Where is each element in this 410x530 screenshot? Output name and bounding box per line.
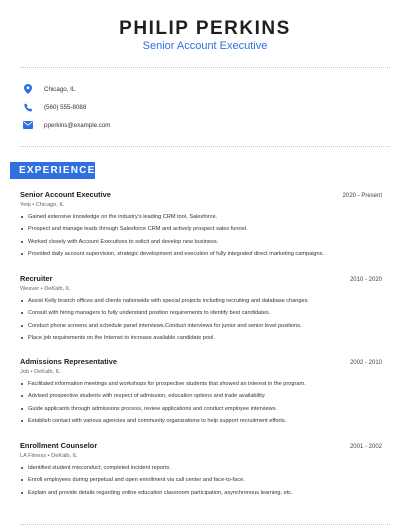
- phone-icon: [22, 101, 34, 113]
- job-dates: 2010 - 2020: [349, 277, 382, 283]
- divider: [20, 524, 390, 525]
- mail-icon: [22, 119, 34, 131]
- section-title-experience: EXPERIENCE: [10, 162, 95, 179]
- contact-text: Chicago, IL: [44, 85, 76, 93]
- job-entry: [20, 441, 382, 501]
- job-bullet: Prospect and manage leads through Salesforce CRM and actively prospect sales funnel.: [20, 225, 382, 237]
- job-company: LA Fitness • DeKalb, IL: [20, 453, 78, 459]
- job-bullet: Worked closely with Account Executives to solicit and develop new business.: [20, 238, 382, 250]
- divider: [20, 146, 390, 147]
- job-bullet: Conduct phone screens and schedule panel interviews.Conduct interviews for junior and senior level positions.: [20, 322, 382, 334]
- job-bullet: Advised prospective students with respect of admission, education options and trade availability.: [20, 392, 382, 404]
- candidate-role: Senior Account Executive: [142, 40, 268, 52]
- job-bullet: Gained extensive knowledge on the industry's leading CRM tool, Salesforce.: [20, 213, 382, 225]
- job-entry: [20, 190, 382, 262]
- contact-phone: [22, 100, 86, 114]
- job-bullet: Explain and provide details regarding online education classroom participation, asynchronous learning, etc.: [20, 489, 382, 501]
- job-entry: [20, 274, 382, 346]
- job-title: Enrollment Counselor: [20, 441, 98, 450]
- job-bullet: Assist Kelly branch offices and clients nationwide with special projects including recruiting and database changes.: [20, 297, 382, 309]
- job-title: Recruiter: [20, 274, 53, 283]
- contact-email: [22, 118, 110, 132]
- job-company: Weaver • DeKalb, IL: [20, 286, 71, 292]
- job-bullet: Place job requirements on the Internet to increase available candidate pool.: [20, 334, 382, 346]
- job-dates: 2002 - 2010: [349, 360, 382, 366]
- job-bullet: Identified student misconduct; completed incident reports.: [20, 464, 382, 476]
- job-company: Yelp • Chicago, IL: [20, 202, 65, 208]
- job-title: Senior Account Executive: [20, 190, 111, 199]
- job-bullet: Guide applicants through admissions process, review applications and conduct employee interviews.: [20, 405, 382, 417]
- location-pin-icon: [22, 83, 34, 95]
- job-bullet: Establish contact with various agencies and community organizations to help support recruitment efforts.: [20, 417, 382, 429]
- job-dates: 2001 - 2002: [349, 444, 382, 450]
- job-bullet: Consult with hiring managers to fully understand position requirements to identify best candidates.: [20, 309, 382, 321]
- contact-text: pperkins@example.com: [44, 121, 111, 129]
- job-entry: [20, 357, 382, 429]
- job-company: Job • DeKalb, IL: [20, 369, 61, 375]
- candidate-name: PHILIP PERKINS: [119, 18, 291, 39]
- job-bullet: Provided daily account supervision, strategic development and execution of fully integrated direct marketing campaigns.: [20, 250, 382, 262]
- job-bullet: Facilitated information meetings and workshops for prospective students that showed an interest in the program.: [20, 380, 382, 392]
- contact-location: [22, 82, 75, 96]
- job-dates: 2020 - Present: [342, 193, 382, 199]
- job-title: Admissions Representative: [20, 357, 117, 366]
- job-bullet: Enroll employees during perpetual and open enrollment via call center and face-to-face.: [20, 476, 382, 488]
- divider: [20, 67, 390, 68]
- contact-text: (560) 555-8088: [44, 103, 87, 111]
